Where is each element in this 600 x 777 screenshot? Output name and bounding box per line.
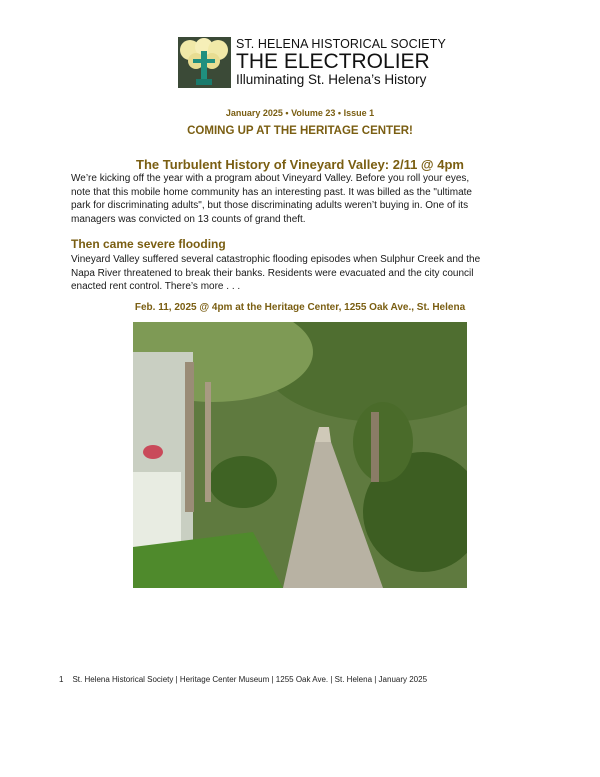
org-name: ST. HELENA HISTORICAL SOCIETY (236, 37, 446, 51)
event-details: Feb. 11, 2025 @ 4pm at the Heritage Center, 1255 Oak Ave., St. Helena (134, 302, 466, 313)
text-line: We’re kicking off the year with a program about Vineyard Valley. Before you roll your eyes, (71, 173, 470, 184)
article-subheading: Then came severe flooding (71, 237, 226, 251)
article-intro (71, 172, 531, 226)
page-number: 1 (59, 675, 64, 684)
text-line: Vineyard Valley suffered several catastrophic flooding episodes when Sulphur Creek and the (71, 254, 481, 265)
text-line: note that this mobile home community has an interesting past. It was billed as the "ultimate (71, 186, 472, 198)
electrolier-lamp-logo (178, 37, 231, 88)
masthead (178, 37, 446, 88)
text-line: enacted rent control. There’s more . . . (71, 281, 241, 292)
article-title: The Turbulent History of Vineyard Valley: 2/11 @ 4pm (136, 157, 464, 172)
section-heading: COMING UP AT THE HERITAGE CENTER! (187, 125, 413, 137)
text-line: Napa River threatened to break their banks. Residents were evacuated and the city council (71, 267, 474, 279)
publication-title: THE ELECTROLIER (236, 50, 430, 73)
footer-text: St. Helena Historical Society | Heritage Center Museum | 1255 Oak Ave. | St. Helena | January 2025 (72, 675, 428, 684)
publication-tagline: Illuminating St. Helena’s History (236, 72, 427, 87)
issue-line: January 2025 • Volume 23 • Issue 1 (225, 108, 375, 118)
text-line: park for discriminating adults", but those discriminating adults weren’t buying in. One of its (71, 200, 469, 211)
text-line: managers was convicted on 13 counts of grand theft. (71, 213, 306, 225)
page-footer (59, 675, 427, 684)
vineyard-valley-path-photo (133, 322, 467, 588)
article-flooding (71, 253, 531, 294)
